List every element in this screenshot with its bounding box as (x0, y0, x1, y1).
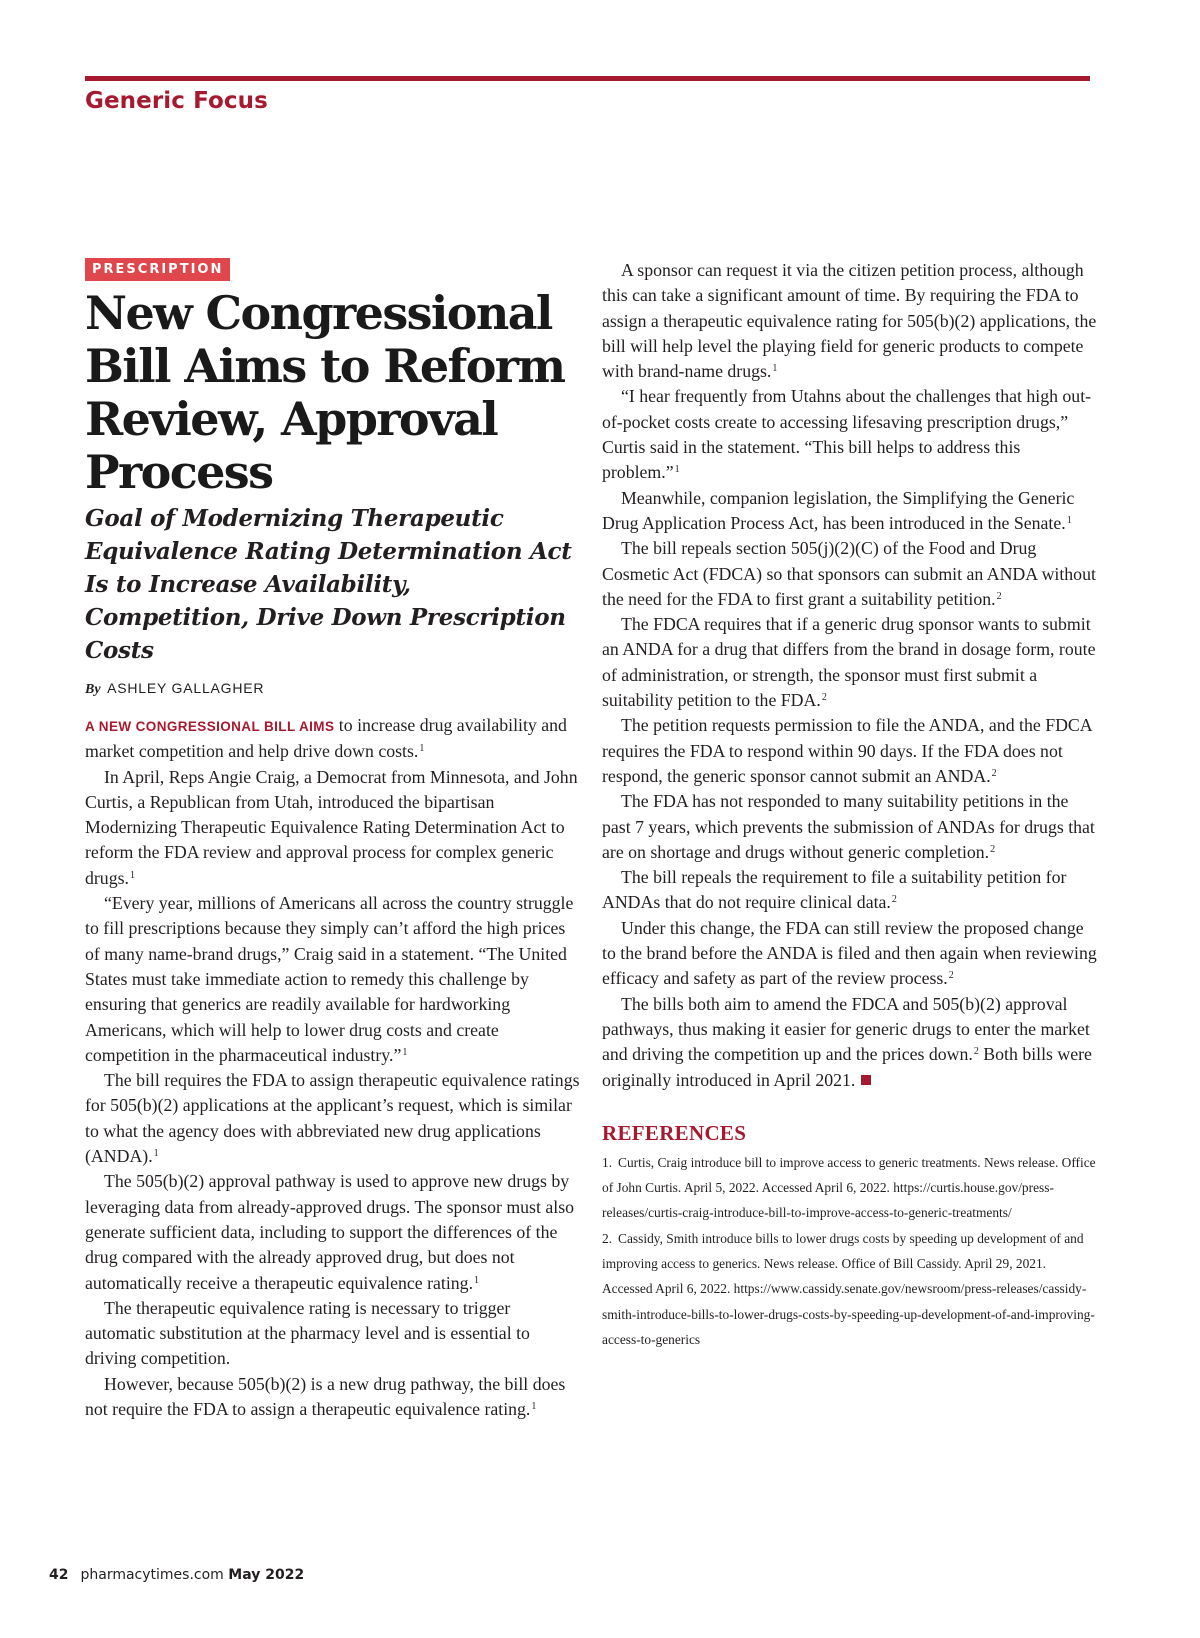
section-label: Generic Focus (85, 88, 268, 114)
paragraph (602, 916, 1097, 992)
byline-prefix: By (85, 682, 101, 697)
paragraph (85, 765, 580, 891)
paragraph-text: The bill repeals the requirement to file a suitability petition for ANDAs that do not require clinical data. (602, 867, 1067, 913)
paragraph-text: The 505(b)(2) approval pathway is used to approve new drugs by leveraging data from already-approved drugs. The sponsor must also generate sufficient data, including to support the differences of the drug compared with the already approved drug, but does not automatically receive a therapeutic equivalence rating. (85, 1171, 575, 1293)
ref-mark: 1 (153, 1148, 159, 1160)
paragraph (602, 536, 1097, 612)
paragraph (602, 384, 1097, 485)
ref-mark: 2 (821, 692, 827, 704)
reference-number: 2. (602, 1230, 613, 1246)
paragraph-text: However, because 505(b)(2) is a new drug pathway, the bill does not require the FDA to assign a therapeutic equivalence rating. (85, 1373, 566, 1420)
paragraph (85, 1068, 580, 1169)
article-body-right (602, 258, 1097, 1093)
deck: Goal of Modernizing Therapeutic Equivalence Rating Determination Act Is to Increase Availability, Competition, Drive Down Prescription Costs (85, 505, 572, 664)
ref-mark: 1 (402, 1046, 408, 1058)
ref-mark: 2 (891, 894, 897, 906)
header-rule (85, 76, 1090, 81)
article-body-left (85, 713, 580, 1422)
ref-mark: 2 (948, 970, 954, 982)
paragraph-text: to increase drug availability and market competition and help drive down costs. (85, 715, 567, 762)
references-heading: REFERENCES (602, 1120, 747, 1145)
reference-text: Curtis, Craig introduce bill to improve access to generic treatments. News release. Office of John Curtis. April 5, 2022. Accessed April 6, 2022. https://curtis.house.gov/press-releases/curtis-craig-introduce-bill-to-improve-access-to-generic-treatments/ (602, 1154, 1096, 1221)
paragraph (85, 713, 580, 765)
issue-date: May 2022 (228, 1567, 305, 1583)
paragraph (602, 865, 1097, 916)
byline (85, 678, 580, 700)
paragraph-text: The therapeutic equivalence rating is necessary to trigger automatic substitution at the pharmacy level and is essential to driving competition. (85, 1297, 530, 1369)
paragraph-text: The FDCA requires that if a generic drug sponsor wants to submit an ANDA for a drug that differs from the brand in dosage form, route of administration, or strength, the sponsor must first submit a suitability petition to the FDA. (602, 614, 1096, 711)
author-name: ASHLEY GALLAGHER (107, 680, 265, 696)
paragraph (85, 891, 580, 1068)
reference-item (602, 1150, 1097, 1226)
paragraph (602, 258, 1097, 384)
paragraph (602, 713, 1097, 789)
left-column (85, 258, 580, 1422)
ref-mark: 2 (973, 1046, 979, 1058)
paragraph (85, 1372, 580, 1423)
category-tag: PRESCRIPTION (85, 258, 230, 281)
headline: New Congressional Bill Aims to Reform Review, Approval Process (85, 286, 565, 499)
ref-mark: 1 (531, 1401, 537, 1413)
paragraph-text: “Every year, millions of Americans all across the country struggle to fill prescriptions because they simply can’t afford the high prices of many name-brand drugs,” Craig said in a statement. “The United States must take immediate action to remedy this challenge by ensuring that generics are readily available for hardworking Americans, which will help to lower drug costs and create competition in the pharmaceutical industry.” (85, 893, 574, 1065)
paragraph-text: The FDA has not responded to many suitability petitions in the past 7 years, which prevents the submission of ANDAs for drugs that are on shortage and drugs without generic completion. (602, 791, 1095, 862)
ref-mark: 1 (1066, 514, 1072, 526)
ref-mark: 1 (129, 869, 135, 881)
paragraph-text: Both bills were originally introduced in April 2021. (602, 1044, 1092, 1090)
paragraph-text: The bills both aim to amend the FDCA and 505(b)(2) approval pathways, thus making it easier for generic drugs to enter the market and driving the competition up and the prices down. (602, 993, 1090, 1065)
references-list (602, 1150, 1097, 1352)
paragraph (85, 1296, 580, 1372)
paragraph-text: A sponsor can request it via the citizen petition process, although this can take a significant amount of time. By requiring the FDA to assign a therapeutic equivalence rating for 505(b)(2) applications, the bill will help level the playing field for generic products to compete with brand-name drugs. (602, 260, 1097, 382)
page-number: 42 (49, 1567, 69, 1583)
paragraph (602, 789, 1097, 865)
ref-mark: 1 (419, 743, 425, 755)
paragraph-text: Meanwhile, companion legislation, the Simplifying the Generic Drug Application Process Act, has been introduced in the Senate. (602, 487, 1075, 533)
paragraph (602, 486, 1097, 537)
paragraph-text: “I hear frequently from Utahns about the challenges that high out-of-pocket costs create to accessing lifesaving prescription drugs,” Curtis said in the statement. “This bill helps to address this problem.” (602, 386, 1092, 483)
ref-mark: 2 (990, 843, 996, 855)
paragraph-text: The bill repeals section 505(j)(2)(C) of the Food and Drug Cosmetic Act (FDCA) so that sponsors can submit an ANDA without the need for the FDA to first grant a suitability petition. (602, 538, 1096, 609)
paragraph-text: Under this change, the FDA can still review the proposed change to the brand before the ANDA is filed and then again when reviewing efficacy and safety as part of the review process. (602, 917, 1097, 989)
ref-mark: 1 (674, 464, 680, 476)
ref-mark: 2 (991, 767, 997, 779)
site-name: pharmacytimes.com (80, 1567, 224, 1583)
paragraph-text: In April, Reps Angie Craig, a Democrat from Minnesota, and John Curtis, a Republican from Utah, introduced the bipartisan Modernizing Therapeutic Equivalence Rating Determination Act to reform the FDA review and approval process for complex generic drugs. (85, 766, 578, 888)
paragraph-text: The petition requests permission to file the ANDA, and the FDCA requires the FDA to respond within 90 days. If the FDA does not respond, the generic sponsor cannot submit an ANDA. (602, 715, 1092, 786)
end-of-article-mark (861, 1075, 871, 1085)
right-column (602, 258, 1097, 1352)
ref-mark: 1 (772, 363, 778, 375)
reference-text: Cassidy, Smith introduce bills to lower drugs costs by speeding up development of and improving access to generics. News release. Office of Bill Cassidy. April 29, 2021. Accessed April 6, 2022. https://www.cassidy.senate.gov/newsroom/press-releases/cassidy-smith-introduce-bills-to-lower-drugs-costs-by-speeding-up-development-of-and-improving-access-to-generics (602, 1230, 1095, 1347)
paragraph (602, 992, 1097, 1093)
lead-in: A NEW CONGRESSIONAL BILL AIMS (85, 719, 335, 734)
ref-mark: 1 (474, 1274, 480, 1286)
page-footer (49, 1567, 304, 1583)
paragraph (85, 1169, 580, 1295)
reference-number: 1. (602, 1154, 613, 1170)
reference-item (602, 1226, 1097, 1352)
paragraph (602, 612, 1097, 713)
paragraph-text: The bill requires the FDA to assign therapeutic equivalence ratings for 505(b)(2) applications at the applicant’s request, which is similar to what the agency does with abbreviated new drug applications (ANDA). (85, 1070, 580, 1167)
ref-mark: 2 (996, 590, 1002, 602)
